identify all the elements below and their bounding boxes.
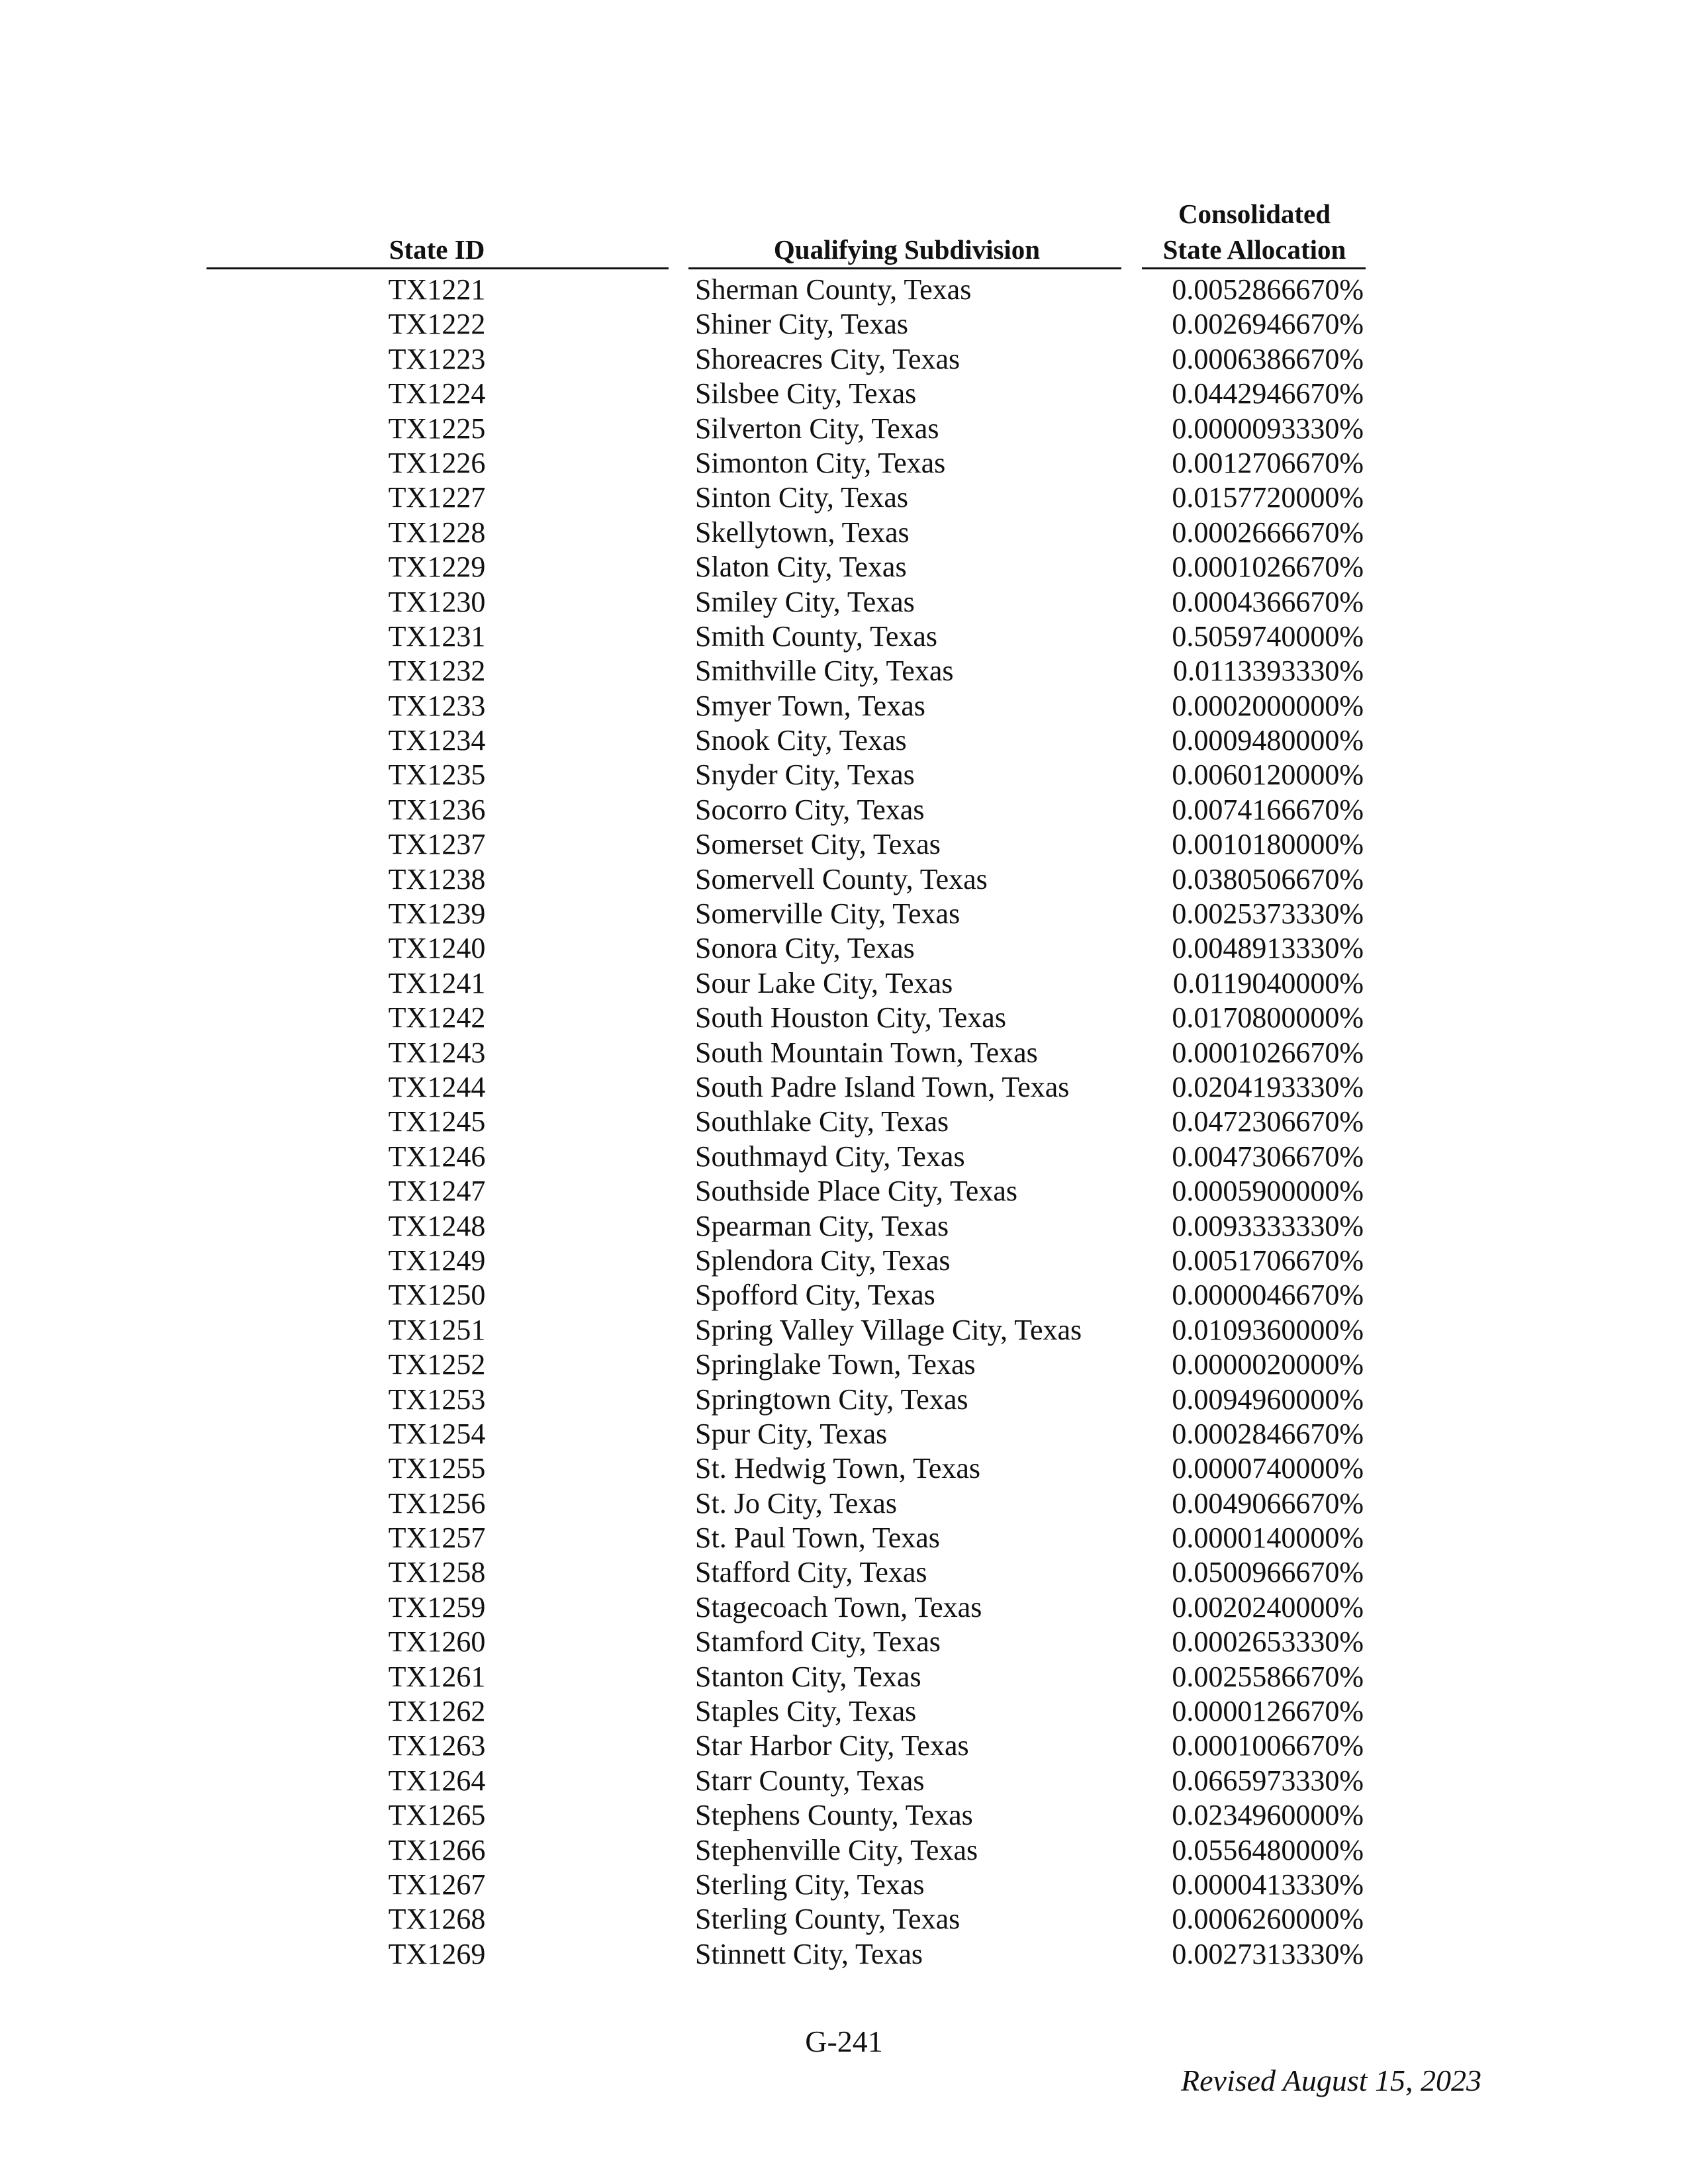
subdivision-cell: Smiley City, Texas	[695, 585, 915, 618]
state-id-cell: TX1222	[388, 308, 486, 341]
allocation-table-body	[0, 273, 1688, 1972]
table-row	[0, 1868, 1688, 1902]
subdivision-cell: Shiner City, Texas	[695, 308, 909, 341]
header-rule-allocation	[1142, 267, 1366, 269]
subdivision-cell: Socorro City, Texas	[695, 793, 925, 826]
table-row	[0, 1486, 1688, 1521]
subdivision-cell: Springlake Town, Texas	[695, 1348, 976, 1381]
subdivision-cell: Silverton City, Texas	[695, 412, 939, 445]
table-row	[0, 550, 1688, 584]
subdivision-cell: St. Hedwig Town, Texas	[695, 1452, 980, 1485]
allocation-cell: 0.0002666670%	[1172, 516, 1364, 549]
table-row	[0, 342, 1688, 377]
table-row	[0, 480, 1688, 515]
table-row	[0, 1521, 1688, 1555]
table-row	[0, 723, 1688, 758]
state-id-cell: TX1240	[388, 932, 486, 965]
table-row	[0, 1660, 1688, 1694]
state-id-cell: TX1224	[388, 377, 486, 410]
allocation-cell: 0.0000413330%	[1172, 1868, 1364, 1901]
subdivision-cell: Sonora City, Texas	[695, 932, 915, 965]
table-row	[0, 273, 1688, 307]
subdivision-cell: Slaton City, Texas	[695, 551, 907, 584]
subdivision-cell: Stinnett City, Texas	[695, 1937, 923, 1970]
table-row	[0, 1937, 1688, 1972]
table-row	[0, 1278, 1688, 1312]
subdivision-cell: Stanton City, Texas	[695, 1660, 921, 1693]
allocation-cell: 0.0002000000%	[1172, 689, 1364, 722]
allocation-cell: 0.0051706670%	[1172, 1244, 1364, 1277]
table-row	[0, 1347, 1688, 1382]
state-id-cell: TX1229	[388, 551, 486, 584]
state-id-cell: TX1256	[388, 1486, 486, 1520]
state-id-cell: TX1267	[388, 1868, 486, 1901]
table-row	[0, 377, 1688, 411]
state-id-cell: TX1243	[388, 1036, 486, 1069]
table-row	[0, 1244, 1688, 1278]
state-id-cell: TX1237	[388, 828, 486, 861]
subdivision-cell: Snyder City, Texas	[695, 758, 915, 792]
subdivision-cell: Spearman City, Texas	[695, 1209, 949, 1242]
subdivision-cell: South Houston City, Texas	[695, 1001, 1006, 1034]
allocation-cell: 0.0002846670%	[1172, 1417, 1364, 1450]
allocation-cell: 0.0005900000%	[1172, 1175, 1364, 1208]
allocation-cell: 0.0094960000%	[1172, 1383, 1364, 1416]
state-id-cell: TX1238	[388, 862, 486, 895]
subdivision-cell: Sinton City, Texas	[695, 481, 909, 514]
subdivision-cell: St. Jo City, Texas	[695, 1486, 897, 1520]
table-row	[0, 827, 1688, 862]
allocation-cell: 0.0001006670%	[1172, 1729, 1364, 1762]
table-row	[0, 1833, 1688, 1868]
state-id-cell: TX1248	[388, 1209, 486, 1242]
subdivision-cell: Southside Place City, Texas	[695, 1175, 1017, 1208]
table-row	[0, 1070, 1688, 1105]
state-id-cell: TX1266	[388, 1833, 486, 1866]
subdivision-cell: Star Harbor City, Texas	[695, 1729, 969, 1762]
table-row	[0, 1313, 1688, 1347]
table-row	[0, 862, 1688, 897]
allocation-cell: 0.0048913330%	[1172, 932, 1364, 965]
table-row	[0, 1105, 1688, 1139]
table-row	[0, 758, 1688, 792]
allocation-cell: 0.0010180000%	[1172, 828, 1364, 861]
state-id-cell: TX1250	[388, 1279, 486, 1312]
allocation-cell: 0.0020240000%	[1172, 1590, 1364, 1623]
allocation-cell: 0.0204193330%	[1172, 1070, 1364, 1103]
subdivision-cell: Spring Valley Village City, Texas	[695, 1313, 1082, 1346]
state-id-cell: TX1259	[388, 1590, 486, 1623]
state-id-cell: TX1265	[388, 1799, 486, 1832]
allocation-cell: 0.0442946670%	[1172, 377, 1364, 410]
subdivision-cell: Starr County, Texas	[695, 1764, 925, 1797]
table-row	[0, 619, 1688, 654]
header-rule-subdivision	[688, 267, 1121, 269]
subdivision-cell: Shoreacres City, Texas	[695, 342, 961, 375]
subdivision-cell: Staples City, Texas	[695, 1695, 917, 1728]
subdivision-cell: Southlake City, Texas	[695, 1105, 949, 1138]
table-row	[0, 897, 1688, 931]
table-row	[0, 446, 1688, 480]
allocation-cell: 0.0060120000%	[1172, 758, 1364, 792]
table-row	[0, 1764, 1688, 1798]
allocation-cell: 0.0472306670%	[1172, 1105, 1364, 1138]
allocation-cell: 0.0009480000%	[1172, 724, 1364, 757]
state-id-cell: TX1249	[388, 1244, 486, 1277]
allocation-cell: 0.0012706670%	[1172, 446, 1364, 479]
state-id-cell: TX1261	[388, 1660, 486, 1693]
subdivision-cell: Sterling County, Texas	[695, 1903, 961, 1936]
table-row	[0, 1036, 1688, 1070]
allocation-cell: 0.0119040000%	[1172, 966, 1364, 999]
allocation-cell: 0.0093333330%	[1172, 1209, 1364, 1242]
allocation-cell: 0.0234960000%	[1172, 1799, 1364, 1832]
allocation-cell: 0.0074166670%	[1172, 793, 1364, 826]
table-row	[0, 1590, 1688, 1625]
allocation-cell: 0.0000126670%	[1172, 1695, 1364, 1728]
table-row	[0, 412, 1688, 446]
subdivision-cell: Southmayd City, Texas	[695, 1140, 965, 1173]
allocation-cell: 0.0027313330%	[1172, 1937, 1364, 1970]
allocation-cell: 0.0001026670%	[1172, 1036, 1364, 1069]
allocation-cell: 0.0025586670%	[1172, 1660, 1364, 1693]
table-row	[0, 1729, 1688, 1763]
subdivision-cell: Skellytown, Texas	[695, 516, 910, 549]
state-id-cell: TX1221	[388, 273, 486, 306]
state-id-cell: TX1232	[388, 655, 486, 688]
table-row	[0, 1625, 1688, 1659]
subdivision-cell: South Mountain Town, Texas	[695, 1036, 1038, 1069]
allocation-cell: 0.0556480000%	[1172, 1833, 1364, 1866]
allocation-cell: 0.0157720000%	[1172, 481, 1364, 514]
allocation-cell: 0.0026946670%	[1172, 308, 1364, 341]
state-id-cell: TX1247	[388, 1175, 486, 1208]
subdivision-cell: Snook City, Texas	[695, 724, 907, 757]
subdivision-cell: Sour Lake City, Texas	[695, 966, 953, 999]
table-row	[0, 689, 1688, 723]
allocation-cell: 0.0000140000%	[1172, 1522, 1364, 1555]
state-id-cell: TX1257	[388, 1522, 486, 1555]
subdivision-cell: Stamford City, Texas	[695, 1625, 941, 1659]
allocation-cell: 0.0380506670%	[1172, 862, 1364, 895]
allocation-cell: 0.0000020000%	[1172, 1348, 1364, 1381]
header-allocation-line1: Consolidated	[1178, 199, 1331, 229]
state-id-cell: TX1239	[388, 897, 486, 931]
state-id-cell: TX1245	[388, 1105, 486, 1138]
table-row	[0, 1174, 1688, 1208]
allocation-cell: 0.0500966670%	[1172, 1556, 1364, 1589]
state-id-cell: TX1225	[388, 412, 486, 445]
allocation-cell: 0.0000093330%	[1172, 412, 1364, 445]
state-id-cell: TX1228	[388, 516, 486, 549]
table-row	[0, 654, 1688, 688]
table-row	[0, 1451, 1688, 1486]
subdivision-cell: Somervell County, Texas	[695, 862, 988, 895]
subdivision-cell: Sherman County, Texas	[695, 273, 972, 306]
state-id-cell: TX1231	[388, 619, 486, 653]
subdivision-cell: Spur City, Texas	[695, 1417, 888, 1450]
header-rule-state-id	[207, 267, 669, 269]
allocation-cell: 0.0052866670%	[1172, 273, 1364, 306]
subdivision-cell: Smithville City, Texas	[695, 655, 954, 688]
table-row	[0, 931, 1688, 966]
allocation-cell: 0.0006386670%	[1172, 342, 1364, 375]
header-subdivision: Qualifying Subdivision	[773, 234, 1041, 265]
allocation-cell: 0.0047306670%	[1172, 1140, 1364, 1173]
subdivision-cell: Stafford City, Texas	[695, 1556, 927, 1589]
subdivision-cell: Spofford City, Texas	[695, 1279, 935, 1312]
header-allocation-line2: State Allocation	[1162, 234, 1346, 265]
table-row	[0, 1209, 1688, 1244]
allocation-cell: 0.0006260000%	[1172, 1903, 1364, 1936]
subdivision-cell: Stagecoach Town, Texas	[695, 1590, 982, 1623]
allocation-cell: 0.0665973330%	[1172, 1764, 1364, 1797]
state-id-cell: TX1258	[388, 1556, 486, 1589]
state-id-cell: TX1242	[388, 1001, 486, 1034]
state-id-cell: TX1251	[388, 1313, 486, 1346]
subdivision-cell: Simonton City, Texas	[695, 446, 946, 479]
subdivision-cell: Sterling City, Texas	[695, 1868, 925, 1901]
state-id-cell: TX1233	[388, 689, 486, 722]
table-row	[0, 585, 1688, 619]
subdivision-cell: Splendora City, Texas	[695, 1244, 951, 1277]
table-row	[0, 1555, 1688, 1590]
state-id-cell: TX1235	[388, 758, 486, 792]
allocation-cell: 0.0001026670%	[1172, 551, 1364, 584]
table-row	[0, 1694, 1688, 1729]
subdivision-cell: Smith County, Texas	[695, 619, 938, 653]
state-id-cell: TX1262	[388, 1695, 486, 1728]
allocation-cell: 0.0002653330%	[1172, 1625, 1364, 1659]
table-row	[0, 1140, 1688, 1174]
table-row	[0, 793, 1688, 827]
table-row	[0, 1798, 1688, 1833]
state-id-cell: TX1236	[388, 793, 486, 826]
table-row	[0, 516, 1688, 550]
allocation-cell: 0.5059740000%	[1172, 619, 1364, 653]
state-id-cell: TX1255	[388, 1452, 486, 1485]
table-row	[0, 1383, 1688, 1417]
allocation-cell: 0.0000046670%	[1172, 1279, 1364, 1312]
subdivision-cell: Somerville City, Texas	[695, 897, 961, 931]
subdivision-cell: Silsbee City, Texas	[695, 377, 917, 410]
subdivision-cell: Somerset City, Texas	[695, 828, 941, 861]
state-id-cell: TX1252	[388, 1348, 486, 1381]
state-id-cell: TX1260	[388, 1625, 486, 1659]
revised-date: Revised August 15, 2023	[1181, 2064, 1481, 2097]
state-id-cell: TX1263	[388, 1729, 486, 1762]
state-id-cell: TX1253	[388, 1383, 486, 1416]
state-id-cell: TX1264	[388, 1764, 486, 1797]
state-id-cell: TX1226	[388, 446, 486, 479]
table-row	[0, 1001, 1688, 1035]
state-id-cell: TX1241	[388, 966, 486, 999]
table-row	[0, 307, 1688, 341]
state-id-cell: TX1234	[388, 724, 486, 757]
allocation-cell: 0.0004366670%	[1172, 585, 1364, 618]
header-state-id: State ID	[389, 234, 485, 265]
allocation-cell: 0.0113393330%	[1172, 655, 1364, 688]
table-row	[0, 1902, 1688, 1936]
state-id-cell: TX1227	[388, 481, 486, 514]
state-id-cell: TX1223	[388, 342, 486, 375]
allocation-cell: 0.0049066670%	[1172, 1486, 1364, 1520]
state-id-cell: TX1244	[388, 1070, 486, 1103]
subdivision-cell: Stephenville City, Texas	[695, 1833, 978, 1866]
state-id-cell: TX1254	[388, 1417, 486, 1450]
allocation-cell: 0.0025373330%	[1172, 897, 1364, 931]
allocation-cell: 0.0000740000%	[1172, 1452, 1364, 1485]
subdivision-cell: Stephens County, Texas	[695, 1799, 973, 1832]
state-id-cell: TX1246	[388, 1140, 486, 1173]
allocation-cell: 0.0170800000%	[1172, 1001, 1364, 1034]
subdivision-cell: St. Paul Town, Texas	[695, 1522, 940, 1555]
table-row	[0, 1417, 1688, 1451]
state-id-cell: TX1230	[388, 585, 486, 618]
state-id-cell: TX1269	[388, 1937, 486, 1970]
page-number: G-241	[805, 2025, 883, 2058]
allocation-cell: 0.0109360000%	[1172, 1313, 1364, 1346]
subdivision-cell: Springtown City, Texas	[695, 1383, 968, 1416]
subdivision-cell: Smyer Town, Texas	[695, 689, 925, 722]
table-row	[0, 966, 1688, 1001]
subdivision-cell: South Padre Island Town, Texas	[695, 1070, 1070, 1103]
state-id-cell: TX1268	[388, 1903, 486, 1936]
